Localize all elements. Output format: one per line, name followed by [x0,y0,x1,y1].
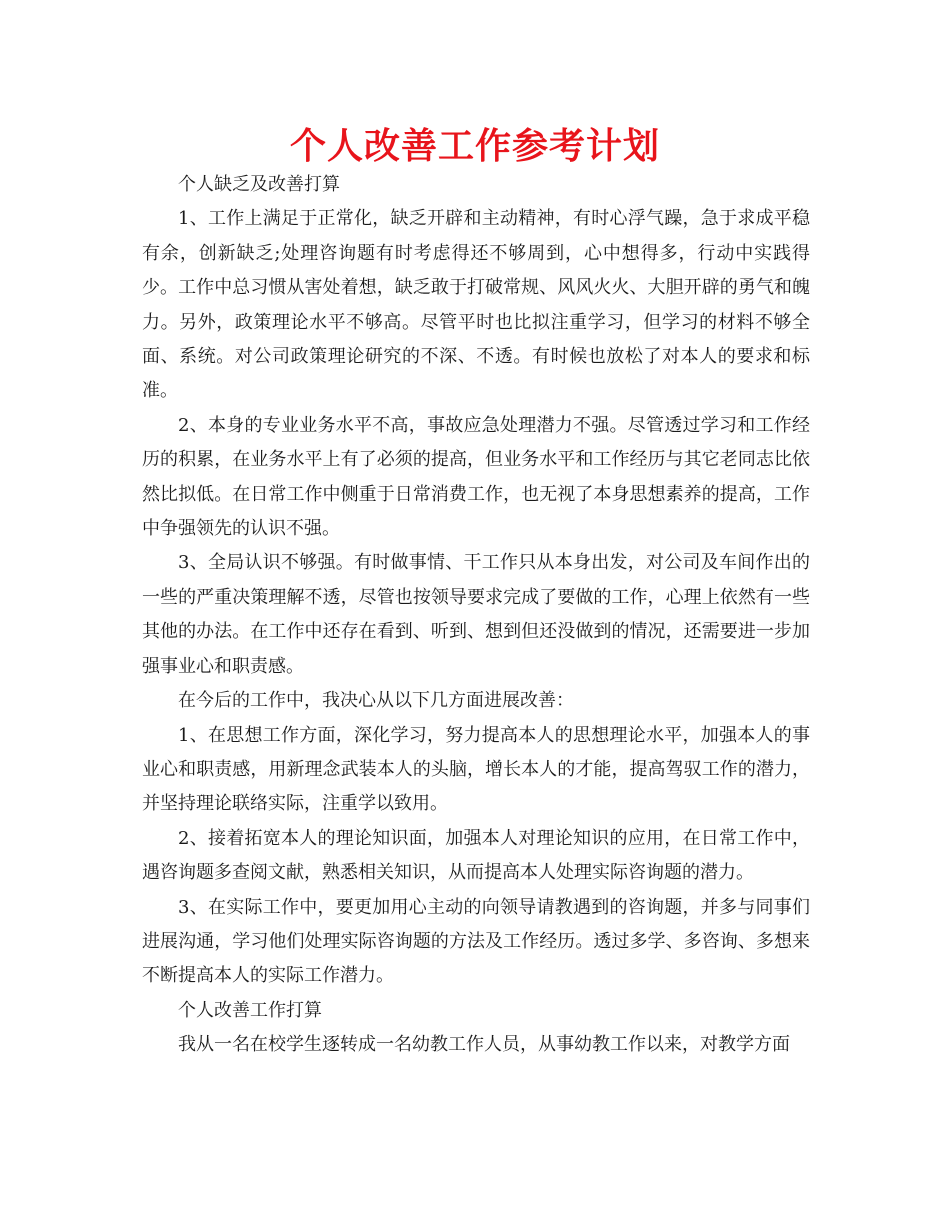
paragraph: 在今后的工作中，我决心从以下几方面进展改善： [178,690,574,712]
paragraph: 我从一名在校学生逐转成一名幼教工作人员，从事幼教工作以来，对教学方面 [178,1034,790,1056]
section-heading: 个人改善工作打算 [178,999,322,1021]
paragraph: 2、本身的专业业务水平不高，事故应急处理潜力不强。尽管透过学习和工作经历的积累，在业务水平上有了必须的提高，但业务水平和工作经历与其它老同志比依然比拟低。在日常工作中侧重于日常消费工作，也无视了本身思想素养的提高，工作中争强领先的认识不强。 [142,414,810,540]
paragraph: 2、接着拓宽本人的理论知识面，加强本人对理论知识的应用，在日常工作中，遇咨询题多查阅文献，熟悉相关知识，从而提高本人处理实际咨询题的潜力。 [142,827,810,884]
paragraph: 3、在实际工作中，要更加用心主动的向领导请教遇到的咨询题，并多与同事们进展沟通，学习他们处理实际咨询题的方法及工作经历。透过多学、多咨询、多想来不断提高本人的实际工作潜力。 [142,896,810,987]
document-title: 个人改善工作参考计划 [289,126,660,167]
paragraph: 1、工作上满足于正常化，缺乏开辟和主动精神，有时心浮气躁，急于求成平稳有余，创新缺乏;处理咨询题有时考虑得还不够周到，心中想得多，行动中实践得少。工作中总习惯从害处着想，缺乏敢于打破常规、风风火火、大胆开辟的勇气和魄力。另外，政策理论水平不够高。尽管平时也比拟注重学习，但学习的材料不够全面、系统。对公司政策理论研究的不深、不透。有时候也放松了对本人的要求和标准。 [142,208,810,402]
section-heading: 个人缺乏及改善打算 [178,174,340,195]
document-body [142,168,810,1063]
paragraph: 3、全局认识不够强。有时做事情、干工作只从本身出发，对公司及车间作出的一些的严重决策理解不透，尽管也按领导要求完成了要做的工作，心理上依然有一些其他的办法。在工作中还存在看到、听到、想到但还没做到的情况，还需要进一步加强事业心和职责感。 [142,552,810,677]
paragraph: 1、在思想工作方面，深化学习，努力提高本人的思想理论水平，加强本人的事业心和职责感，用新理念武装本人的头脑，增长本人的才能，提高驾驭工作的潜力，并坚持理论联络实际，注重学以致用。 [142,724,810,815]
